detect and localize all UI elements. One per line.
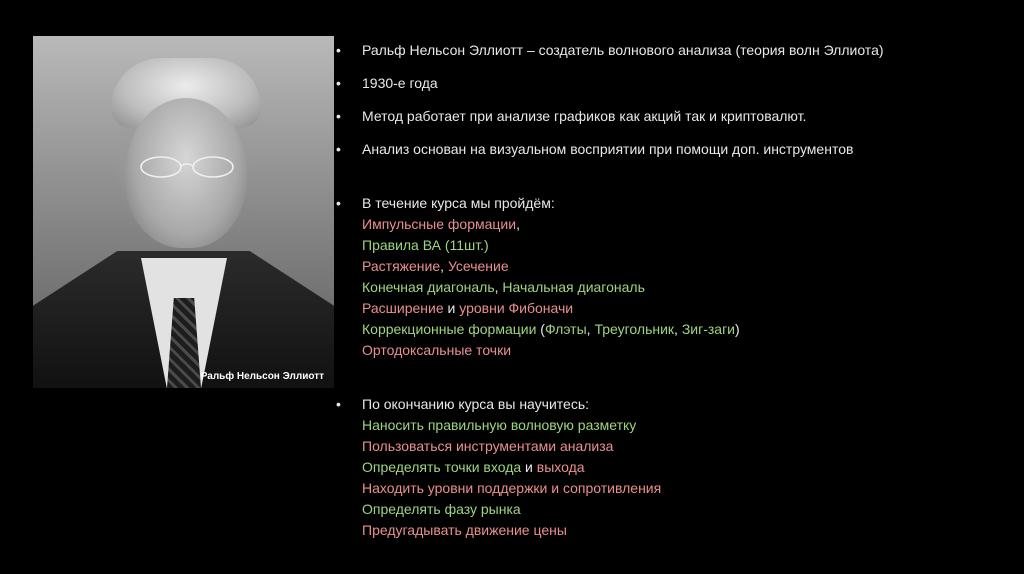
text-segment: Зиг-заги bbox=[681, 321, 736, 337]
outcome-skill-line bbox=[362, 436, 1016, 457]
text-segment: Конечная диагональ bbox=[362, 279, 495, 295]
pince-nez-glasses bbox=[129, 154, 249, 180]
text-segment: Импульсные формации bbox=[362, 216, 517, 232]
text-segment: Наносить правильную волновую разметку bbox=[362, 417, 637, 433]
outcome-skill-line bbox=[362, 478, 1016, 499]
course-topic-line bbox=[362, 298, 1016, 319]
text-segment: и bbox=[521, 459, 537, 475]
bullet-icon: • bbox=[336, 42, 341, 58]
intro-item bbox=[336, 40, 1016, 61]
intro-item bbox=[336, 73, 1016, 94]
outcome-skill-line bbox=[362, 520, 1016, 541]
bullet-icon: • bbox=[336, 195, 341, 211]
text-segment: , bbox=[440, 258, 448, 274]
intro-text: Ральф Нельсон Эллиотт – создатель волнового анализа (теория волн Эллиота) bbox=[362, 42, 884, 58]
outcome-skill-line bbox=[362, 415, 1016, 436]
portrait-photo bbox=[33, 36, 334, 388]
text-segment: ) bbox=[735, 321, 740, 337]
text-segment: и bbox=[443, 300, 460, 316]
course-topic-line bbox=[362, 214, 1016, 235]
text-segment: , bbox=[674, 321, 682, 337]
text-segment: Правила ВА (11шт.) bbox=[362, 237, 489, 253]
text-segment: Флэты bbox=[544, 321, 587, 337]
course-topic-line bbox=[362, 340, 1016, 361]
intro-item bbox=[336, 139, 1016, 160]
intro-text: 1930-е года bbox=[362, 75, 438, 91]
photo-caption: Ральф Нельсон Эллиотт bbox=[200, 371, 324, 382]
text-segment: Растяжение bbox=[362, 258, 441, 274]
text-segment: Начальная диагональ bbox=[502, 279, 645, 295]
outcome-skill-line bbox=[362, 499, 1016, 520]
text-segment: Расширение bbox=[362, 300, 444, 316]
text-segment: Коррекционные формации bbox=[362, 321, 537, 337]
outcome-heading: По окончанию курса вы научитесь: bbox=[362, 396, 590, 412]
bullet-icon: • bbox=[336, 396, 341, 412]
text-segment: Определять фазу рынка bbox=[362, 501, 521, 517]
text-segment: Треугольник bbox=[594, 321, 675, 337]
text-segment: Определять точки входа bbox=[362, 459, 522, 475]
bullet-icon: • bbox=[336, 108, 341, 124]
text-segment: выхода bbox=[536, 459, 585, 475]
course-section bbox=[336, 193, 1016, 361]
course-topics-list bbox=[362, 214, 1016, 361]
course-heading: В течение курса мы пройдём: bbox=[362, 195, 555, 211]
bullet-icon: • bbox=[336, 75, 341, 91]
intro-text: Метод работает при анализе графиков как акций так и криптовалют. bbox=[362, 108, 807, 124]
text-segment: Находить уровни поддержки и сопротивления bbox=[362, 480, 662, 496]
course-topic-line bbox=[362, 277, 1016, 298]
outcome-section bbox=[336, 394, 1016, 541]
course-topic-line bbox=[362, 256, 1016, 277]
course-topic-line bbox=[362, 235, 1016, 256]
text-segment: , bbox=[586, 321, 595, 337]
text-segment: Предугадывать движение цены bbox=[362, 522, 567, 538]
text-segment: , bbox=[494, 279, 503, 295]
outcome-skill-line bbox=[362, 457, 1016, 478]
bullet-icon: • bbox=[336, 141, 341, 157]
slide-content bbox=[336, 40, 1016, 541]
intro-text: Анализ основан на визуальном восприятии при помощи доп. инструментов bbox=[362, 141, 854, 157]
text-segment: ( bbox=[536, 321, 545, 337]
text-segment: Пользоваться инструментами анализа bbox=[362, 438, 614, 454]
text-segment: Ортодоксальные точки bbox=[362, 342, 512, 358]
text-segment: уровни Фибоначи bbox=[459, 300, 574, 316]
text-segment: Усечение bbox=[447, 258, 509, 274]
intro-item bbox=[336, 106, 1016, 127]
course-topic-line bbox=[362, 319, 1016, 340]
outcome-skills-list bbox=[362, 415, 1016, 541]
text-segment: , bbox=[516, 216, 520, 232]
